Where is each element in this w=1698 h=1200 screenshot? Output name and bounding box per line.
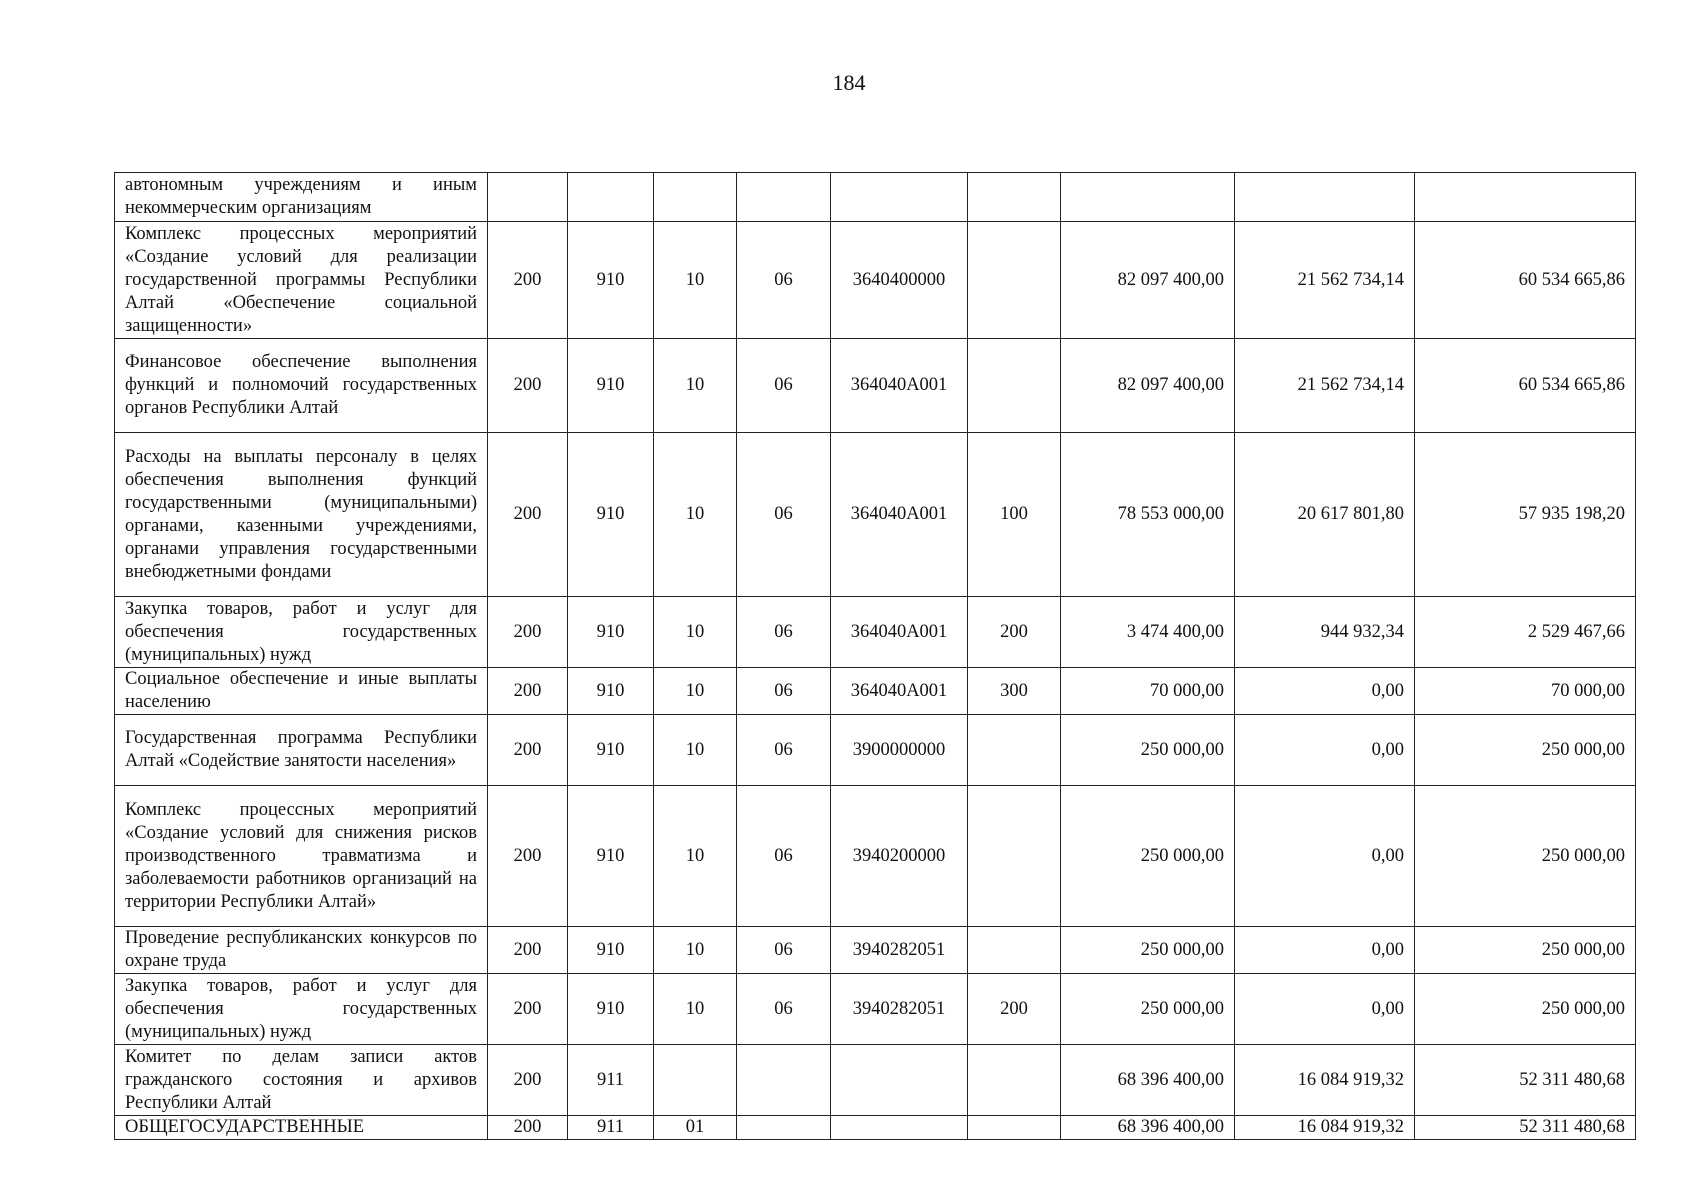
row-value-remaining: 250 000,00 [1415,927,1636,974]
table-row [115,597,1636,668]
row-code-gl: 200 [488,927,568,974]
row-code-target: 3940200000 [831,786,968,927]
row-code-gl: 200 [488,974,568,1045]
row-value-approved: 68 396 400,00 [1061,1116,1235,1140]
row-code-gl [488,173,568,222]
row-code-expense-type: 100 [968,433,1061,597]
row-code-section: 10 [654,222,737,339]
row-value-executed: 21 562 734,14 [1235,222,1415,339]
row-description: Финансовое обеспечение выполнения функций и полномочий государственных органов Республики Алтай [115,339,488,433]
row-code-gl: 200 [488,433,568,597]
row-value-executed: 0,00 [1235,668,1415,715]
row-value-remaining: 250 000,00 [1415,715,1636,786]
table-row [115,1116,1636,1140]
table-row [115,339,1636,433]
row-code-gl: 200 [488,222,568,339]
row-code-gl: 200 [488,339,568,433]
row-value-executed: 0,00 [1235,927,1415,974]
row-code-expense-type: 200 [968,597,1061,668]
row-code-section: 10 [654,597,737,668]
row-value-executed: 21 562 734,14 [1235,339,1415,433]
row-value-remaining: 57 935 198,20 [1415,433,1636,597]
row-value-remaining [1415,173,1636,222]
table-row [115,715,1636,786]
row-code-subsection: 06 [737,927,831,974]
row-code-section: 10 [654,715,737,786]
row-description: Проведение республиканских конкурсов по охране труда [115,927,488,974]
row-code-gl: 200 [488,1116,568,1140]
table-row [115,173,1636,222]
row-value-approved: 250 000,00 [1061,974,1235,1045]
row-value-remaining: 52 311 480,68 [1415,1045,1636,1116]
row-code-section: 10 [654,433,737,597]
page-number: 184 [832,70,866,95]
row-code-section: 10 [654,974,737,1045]
row-code-subsection [737,1116,831,1140]
row-code-subsection: 06 [737,433,831,597]
row-code-ministry: 910 [568,927,654,974]
table-row [115,974,1636,1045]
row-code-expense-type [968,222,1061,339]
row-value-approved: 250 000,00 [1061,786,1235,927]
row-code-target: 3940282051 [831,974,968,1045]
row-code-subsection: 06 [737,668,831,715]
row-value-approved: 82 097 400,00 [1061,222,1235,339]
row-description: Комплекс процессных мероприятий «Создание условий для снижения рисков производственного травматизма и заболеваемости работников организаций на территории Республики Алтай» [115,786,488,927]
row-description: Расходы на выплаты персоналу в целях обеспечения выполнения функций государственными (муниципальными) органами, казенными учреждениями, органами управления государственными внебюджетными фондами [115,433,488,597]
row-value-remaining: 52 311 480,68 [1415,1116,1636,1140]
row-code-target [831,1116,968,1140]
row-code-target: 364040A001 [831,433,968,597]
row-code-ministry [568,173,654,222]
row-value-remaining: 60 534 665,86 [1415,222,1636,339]
row-value-executed: 0,00 [1235,715,1415,786]
row-value-executed: 944 932,34 [1235,597,1415,668]
row-code-section: 10 [654,668,737,715]
budget-table [114,172,1636,1140]
row-description: Государственная программа Республики Алтай «Содействие занятости населения» [115,715,488,786]
row-code-ministry: 910 [568,433,654,597]
row-code-subsection [737,173,831,222]
row-code-target: 3940282051 [831,927,968,974]
row-code-ministry: 911 [568,1045,654,1116]
table-row [115,668,1636,715]
row-code-expense-type [968,786,1061,927]
row-code-section: 10 [654,339,737,433]
row-description: Комплекс процессных мероприятий «Создание условий для реализации государственной программы Республики Алтай «Обеспечение социальной защищенности» [115,222,488,339]
row-value-approved: 82 097 400,00 [1061,339,1235,433]
row-code-target: 364040A001 [831,668,968,715]
row-code-gl: 200 [488,1045,568,1116]
row-value-executed: 16 084 919,32 [1235,1116,1415,1140]
row-value-remaining: 2 529 467,66 [1415,597,1636,668]
row-code-ministry: 910 [568,974,654,1045]
row-code-expense-type: 300 [968,668,1061,715]
row-code-target [831,1045,968,1116]
row-value-executed: 16 084 919,32 [1235,1045,1415,1116]
row-code-gl: 200 [488,715,568,786]
row-value-approved: 68 396 400,00 [1061,1045,1235,1116]
row-description: Закупка товаров, работ и услуг для обеспечения государственных (муниципальных) нужд [115,597,488,668]
row-code-subsection: 06 [737,786,831,927]
row-code-section [654,173,737,222]
row-value-approved: 250 000,00 [1061,927,1235,974]
row-code-expense-type [968,339,1061,433]
table-row [115,433,1636,597]
row-description: Закупка товаров, работ и услуг для обеспечения государственных (муниципальных) нужд [115,974,488,1045]
row-code-target: 3640400000 [831,222,968,339]
budget-table-body [115,173,1636,1140]
row-code-subsection: 06 [737,597,831,668]
row-code-expense-type [968,173,1061,222]
row-code-subsection: 06 [737,339,831,433]
row-value-approved: 3 474 400,00 [1061,597,1235,668]
row-description: Социальное обеспечение и иные выплаты населению [115,668,488,715]
row-code-expense-type: 200 [968,974,1061,1045]
row-code-subsection: 06 [737,715,831,786]
row-value-approved: 78 553 000,00 [1061,433,1235,597]
table-row [115,222,1636,339]
row-description: автономным учреждениям и иным некоммерческим организациям [115,173,488,222]
row-code-section: 10 [654,927,737,974]
row-code-subsection: 06 [737,974,831,1045]
row-value-approved: 250 000,00 [1061,715,1235,786]
row-code-ministry: 910 [568,715,654,786]
row-code-target: 364040A001 [831,339,968,433]
row-description: Комитет по делам записи актов гражданского состояния и архивов Республики Алтай [115,1045,488,1116]
row-value-executed: 20 617 801,80 [1235,433,1415,597]
row-value-remaining: 60 534 665,86 [1415,339,1636,433]
row-value-approved: 70 000,00 [1061,668,1235,715]
row-code-ministry: 911 [568,1116,654,1140]
row-code-ministry: 910 [568,339,654,433]
row-value-approved [1061,173,1235,222]
row-code-section [654,1045,737,1116]
row-code-target: 3900000000 [831,715,968,786]
row-code-expense-type [968,715,1061,786]
row-code-ministry: 910 [568,222,654,339]
row-code-target: 364040A001 [831,597,968,668]
row-value-executed [1235,173,1415,222]
row-code-gl: 200 [488,597,568,668]
row-value-executed: 0,00 [1235,974,1415,1045]
row-code-section: 01 [654,1116,737,1140]
row-value-remaining: 70 000,00 [1415,668,1636,715]
row-code-section: 10 [654,786,737,927]
row-value-remaining: 250 000,00 [1415,974,1636,1045]
row-code-gl: 200 [488,668,568,715]
row-description: ОБЩЕГОСУДАРСТВЕННЫЕ [115,1116,488,1140]
row-code-ministry: 910 [568,786,654,927]
row-code-ministry: 910 [568,597,654,668]
table-row [115,927,1636,974]
table-row [115,1045,1636,1116]
row-code-subsection [737,1045,831,1116]
row-code-gl: 200 [488,786,568,927]
table-row [115,786,1636,927]
row-code-ministry: 910 [568,668,654,715]
row-value-remaining: 250 000,00 [1415,786,1636,927]
row-code-subsection: 06 [737,222,831,339]
row-code-expense-type [968,1045,1061,1116]
row-code-target [831,173,968,222]
row-value-executed: 0,00 [1235,786,1415,927]
row-code-expense-type [968,927,1061,974]
row-code-expense-type [968,1116,1061,1140]
